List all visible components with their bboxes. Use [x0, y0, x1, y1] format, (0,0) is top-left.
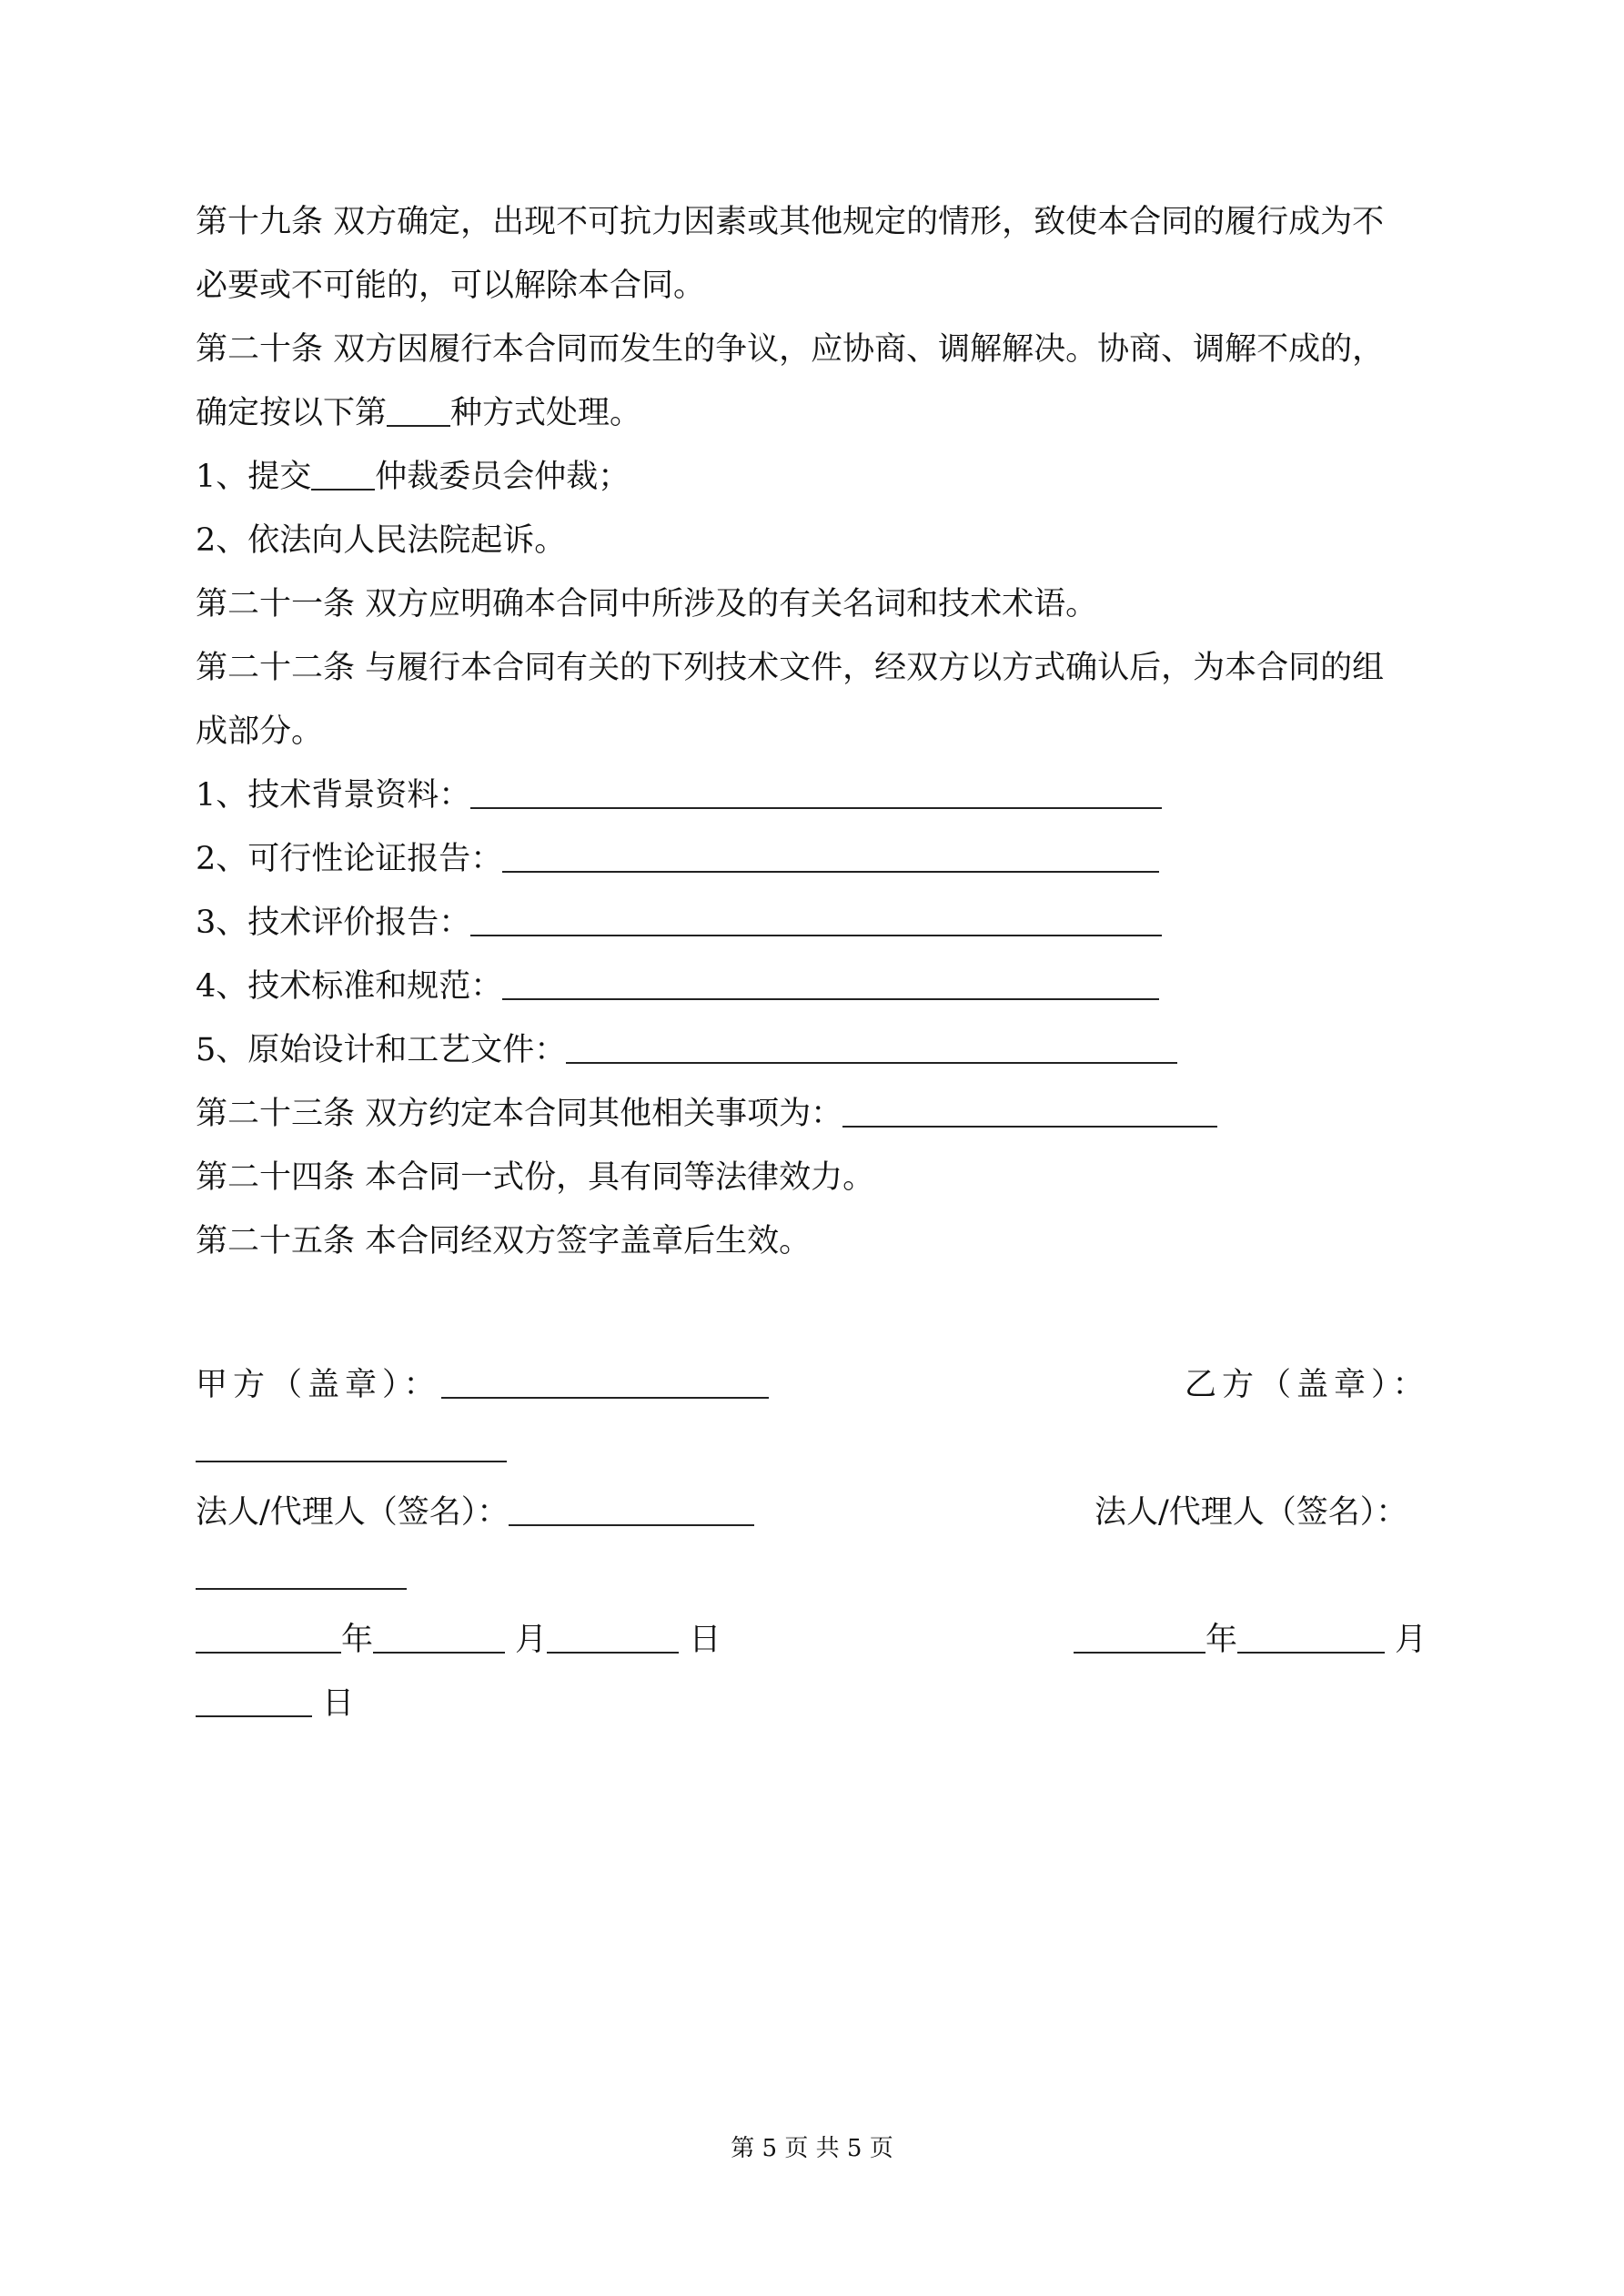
tech-doc-3 — [196, 903, 1162, 943]
article-20-line-1: 第二十条 双方因履行本合同而发生的争议，应协商、调解解决。协商、调解不成的， — [196, 331, 1385, 368]
tech-doc-4 — [196, 966, 1159, 1006]
option-1-text: 1、提交 — [196, 459, 312, 495]
article-23-label: 第二十三条 双方约定本合同其他相关事项为： — [196, 1096, 843, 1132]
party-a-year-blank[interactable] — [196, 1624, 341, 1654]
option-1 — [196, 457, 630, 497]
party-b-date-day — [196, 1684, 354, 1724]
party-b-seal-label: 乙方（盖章）： — [1185, 1367, 1430, 1403]
party-b-year-blank[interactable] — [1074, 1624, 1205, 1654]
option-2: 2、依法向人民法院起诉。 — [196, 522, 567, 559]
party-a-rep — [196, 1492, 754, 1532]
tech-doc-1-blank[interactable] — [470, 780, 1162, 809]
tech-doc-2 — [196, 839, 1159, 879]
party-b-seal — [196, 1429, 507, 1469]
tech-doc-2-blank[interactable] — [502, 844, 1159, 873]
tech-doc-1-label: 1、技术背景资料： — [196, 777, 471, 814]
party-b-day-blank[interactable] — [196, 1688, 312, 1717]
party-a-month-blank[interactable] — [373, 1624, 505, 1654]
party-a-rep-label: 法人/代理人（签名）： — [196, 1494, 509, 1531]
party-b-rep-label: 法人/代理人（签名）： — [1094, 1494, 1408, 1531]
tech-doc-4-blank[interactable] — [502, 971, 1159, 1000]
article-22-line-2: 成部分。 — [196, 713, 324, 750]
party-a-seal — [196, 1365, 769, 1405]
tech-doc-1 — [196, 775, 1162, 815]
other-matters-blank[interactable] — [842, 1098, 1217, 1128]
article-23 — [196, 1094, 1217, 1134]
tech-doc-5-blank[interactable] — [566, 1035, 1177, 1064]
article-22-line-1: 第二十二条 与履行本合同有关的下列技术文件，经双方以方式确认后，为本合同的组 — [196, 650, 1385, 686]
article-20-text: 确定按以下第 — [196, 395, 388, 431]
year-label: 年 — [1205, 1622, 1238, 1658]
party-a-seal-label: 甲方（盖章）： — [196, 1367, 441, 1403]
article-24: 第二十四条 本合同一式份，具有同等法律效力。 — [196, 1159, 875, 1196]
party-b-date — [1074, 1620, 1427, 1660]
month-label: 月 — [515, 1622, 548, 1658]
party-a-date — [196, 1620, 721, 1660]
party-b-month-blank[interactable] — [1237, 1624, 1385, 1654]
party-b-rep — [196, 1556, 407, 1596]
article-20-text-end: 种方式处理。 — [450, 395, 642, 431]
article-25: 第二十五条 本合同经双方签字盖章后生效。 — [196, 1223, 812, 1259]
month-label: 月 — [1395, 1622, 1427, 1658]
tech-doc-5-label: 5、原始设计和工艺文件： — [196, 1032, 567, 1068]
article-19-line-2: 必要或不可能的，可以解除本合同。 — [196, 268, 706, 304]
party-a-day-blank[interactable] — [547, 1624, 679, 1654]
tech-doc-3-label: 3、技术评价报告： — [196, 905, 471, 941]
article-19-line-1: 第十九条 双方确定，出现不可抗力因素或其他规定的情形，致使本合同的履行成为不 — [196, 204, 1385, 240]
tech-doc-3-blank[interactable] — [470, 907, 1162, 936]
party-b-rep-blank[interactable] — [196, 1561, 407, 1590]
party-a-seal-blank[interactable] — [441, 1370, 769, 1399]
tech-doc-2-label: 2、可行性论证报告： — [196, 841, 503, 877]
page-footer: 第 5 页 共 5 页 — [731, 2135, 893, 2162]
day-label: 日 — [689, 1622, 721, 1658]
tech-doc-4-label: 4、技术标准和规范： — [196, 968, 503, 1005]
article-21: 第二十一条 双方应明确本合同中所涉及的有关名词和技术术语。 — [196, 586, 1098, 622]
method-number-blank[interactable] — [387, 398, 450, 427]
arbitration-committee-blank[interactable] — [311, 461, 375, 491]
year-label: 年 — [341, 1622, 374, 1658]
article-20-line-2 — [196, 393, 641, 433]
party-b-seal-blank[interactable] — [196, 1433, 507, 1462]
party-a-rep-blank[interactable] — [509, 1497, 754, 1526]
option-1-text-end: 仲裁委员会仲裁； — [375, 459, 630, 495]
day-label: 日 — [322, 1685, 355, 1722]
tech-doc-5 — [196, 1030, 1177, 1070]
